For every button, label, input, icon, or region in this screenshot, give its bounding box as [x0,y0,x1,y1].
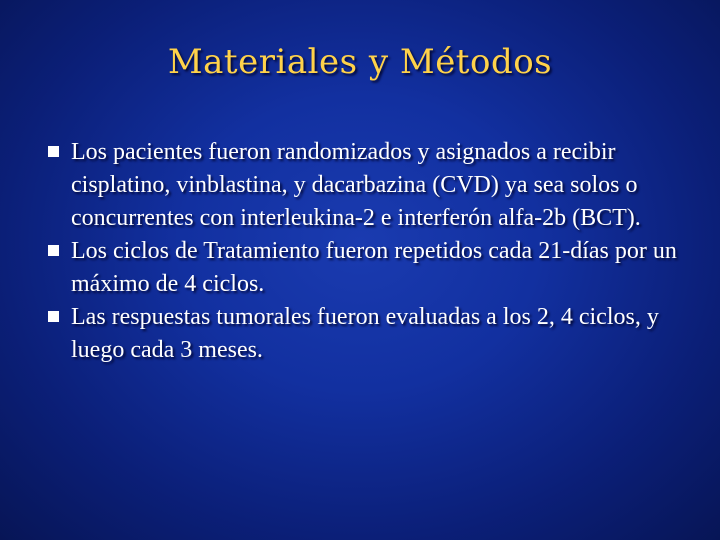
bullet-text: Los ciclos de Tratamiento fueron repetidos cada 21-días por un máximo de 4 ciclos. [71,238,677,297]
bullet-list [48,136,688,367]
bullet-item [48,235,688,301]
square-bullet-icon [48,245,59,256]
square-bullet-icon [48,146,59,157]
bullet-item [48,301,688,367]
square-bullet-icon [48,311,59,322]
bullet-text: Los pacientes fueron randomizados y asignados a recibir cisplatino, vinblastina, y dacarbazina (CVD) ya sea solos o concurrentes con interleukina-2 e interferón alfa-2b (BCT). [71,139,641,231]
slide-title: Materiales y Métodos [167,42,553,82]
bullet-item [48,136,688,235]
bullet-text: Las respuestas tumorales fueron evaluadas a los 2, 4 ciclos, y luego cada 3 meses. [71,304,659,363]
